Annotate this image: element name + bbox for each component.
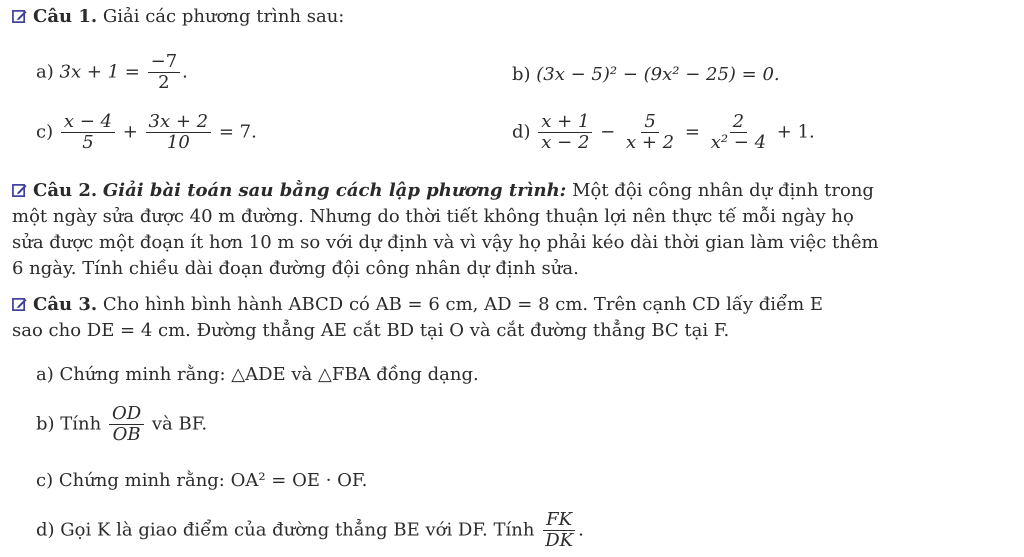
- question-3-title: Câu 3.: [33, 294, 98, 315]
- q1-a-end: .: [182, 61, 188, 83]
- q1-part-a: [36, 52, 188, 93]
- q1-b-expr: (3x − 5)² − (9x² − 25) = 0.: [536, 64, 780, 85]
- q2-text-1: Một đội công nhân dự định trong: [572, 180, 874, 201]
- q1-a-lhs: 3x + 1 =: [59, 61, 140, 83]
- q1-c-end: = 7.: [218, 121, 257, 143]
- q1-d-den2: x + 2: [625, 131, 675, 153]
- q3-d-pre: d) Gọi K là giao điểm của đường thẳng BE với DF. Tính: [36, 519, 535, 541]
- q3-b-fraction: [109, 404, 144, 445]
- q1-d-num2: 5: [641, 112, 658, 133]
- edit-note-icon: [12, 183, 27, 198]
- q1-c-num1: x − 4: [61, 112, 115, 133]
- q1-d-fraction-1: [538, 112, 592, 153]
- q2-line-4: 6 ngày. Tính chiều dài đoạn đường đội công nhân dự định sửa.: [12, 258, 579, 279]
- edit-note-icon: [12, 9, 27, 24]
- q3-d-fraction: [542, 510, 576, 551]
- q1-c-num2: 3x + 2: [146, 112, 212, 133]
- q1-part-b: [512, 64, 780, 85]
- q3-part-c: c) Chứng minh rằng: OA² = OE · OF.: [36, 470, 368, 491]
- q1-d-end: + 1.: [776, 121, 815, 143]
- q1-d-num1: x + 1: [538, 112, 592, 133]
- q3-line-1: [12, 292, 1012, 318]
- edit-note-icon: [12, 297, 27, 312]
- q1-c-fraction-1: [61, 112, 115, 153]
- q3-b-post: và BF.: [151, 413, 208, 435]
- q3-d-num: FK: [543, 510, 575, 531]
- q1-d-fraction-2: [623, 112, 677, 153]
- q1-c-den1: 5: [82, 131, 94, 153]
- q3-part-a: a) Chứng minh rằng: △ADE và △FBA đồng dạng.: [36, 364, 479, 385]
- q1-a-num: −7: [148, 52, 181, 73]
- q1-d-den1: x − 2: [541, 131, 590, 153]
- q1-d-fraction-3: [708, 112, 769, 153]
- q1-b-label: b): [512, 64, 531, 85]
- q1-d-num3: 2: [730, 112, 747, 133]
- q1-c-label: c): [36, 121, 54, 143]
- q1-d-minus: −: [600, 121, 616, 143]
- q2-line-1: [12, 178, 1012, 204]
- q3-d-end: .: [578, 519, 584, 541]
- q1-part-d: [512, 112, 815, 153]
- q3-part-d: [36, 510, 584, 551]
- q3-b-pre: b) Tính: [36, 413, 102, 435]
- q3-b-den: OB: [112, 423, 141, 445]
- q1-a-fraction: [148, 52, 181, 93]
- q1-d-label: d): [512, 121, 531, 143]
- question-2-instruction: Giải bài toán sau bằng cách lập phương trình:: [102, 180, 567, 201]
- question-1-title: Câu 1.: [33, 6, 98, 27]
- q1-c-fraction-2: [146, 112, 212, 153]
- q3-line-2: sao cho DE = 4 cm. Đường thẳng AE cắt BD tại O và cắt đường thẳng BC tại F.: [12, 320, 730, 341]
- question-1-header: [12, 6, 344, 27]
- q2-line-2: một ngày sửa được 40 m đường. Nhưng do thời tiết không thuận lợi nên thực tế mỗi ngày họ: [12, 206, 854, 227]
- q3-d-den: DK: [545, 529, 574, 551]
- question-1-intro: Giải các phương trình sau:: [102, 6, 345, 27]
- q1-a-den: 2: [158, 71, 170, 93]
- q1-part-c: [36, 112, 257, 153]
- q2-line-3: sửa được một đoạn ít hơn 10 m so với dự định và vì vậy họ phải kéo dài thời gian làm việc thêm: [12, 232, 879, 253]
- q1-a-label: a): [36, 61, 54, 83]
- question-2-title: Câu 2.: [33, 180, 98, 201]
- question-3: [12, 292, 1012, 344]
- q1-d-eq: =: [684, 121, 700, 143]
- q1-d-den3: x² − 4: [710, 131, 767, 153]
- q3-b-num: OD: [109, 404, 144, 425]
- q3-text-1: Cho hình bình hành ABCD có AB = 6 cm, AD = 8 cm. Trên cạnh CD lấy điểm E: [102, 294, 824, 315]
- question-2: [12, 178, 1012, 282]
- q3-part-b: [36, 404, 207, 445]
- q1-c-den2: 10: [166, 131, 190, 153]
- q1-c-plus: +: [122, 121, 138, 143]
